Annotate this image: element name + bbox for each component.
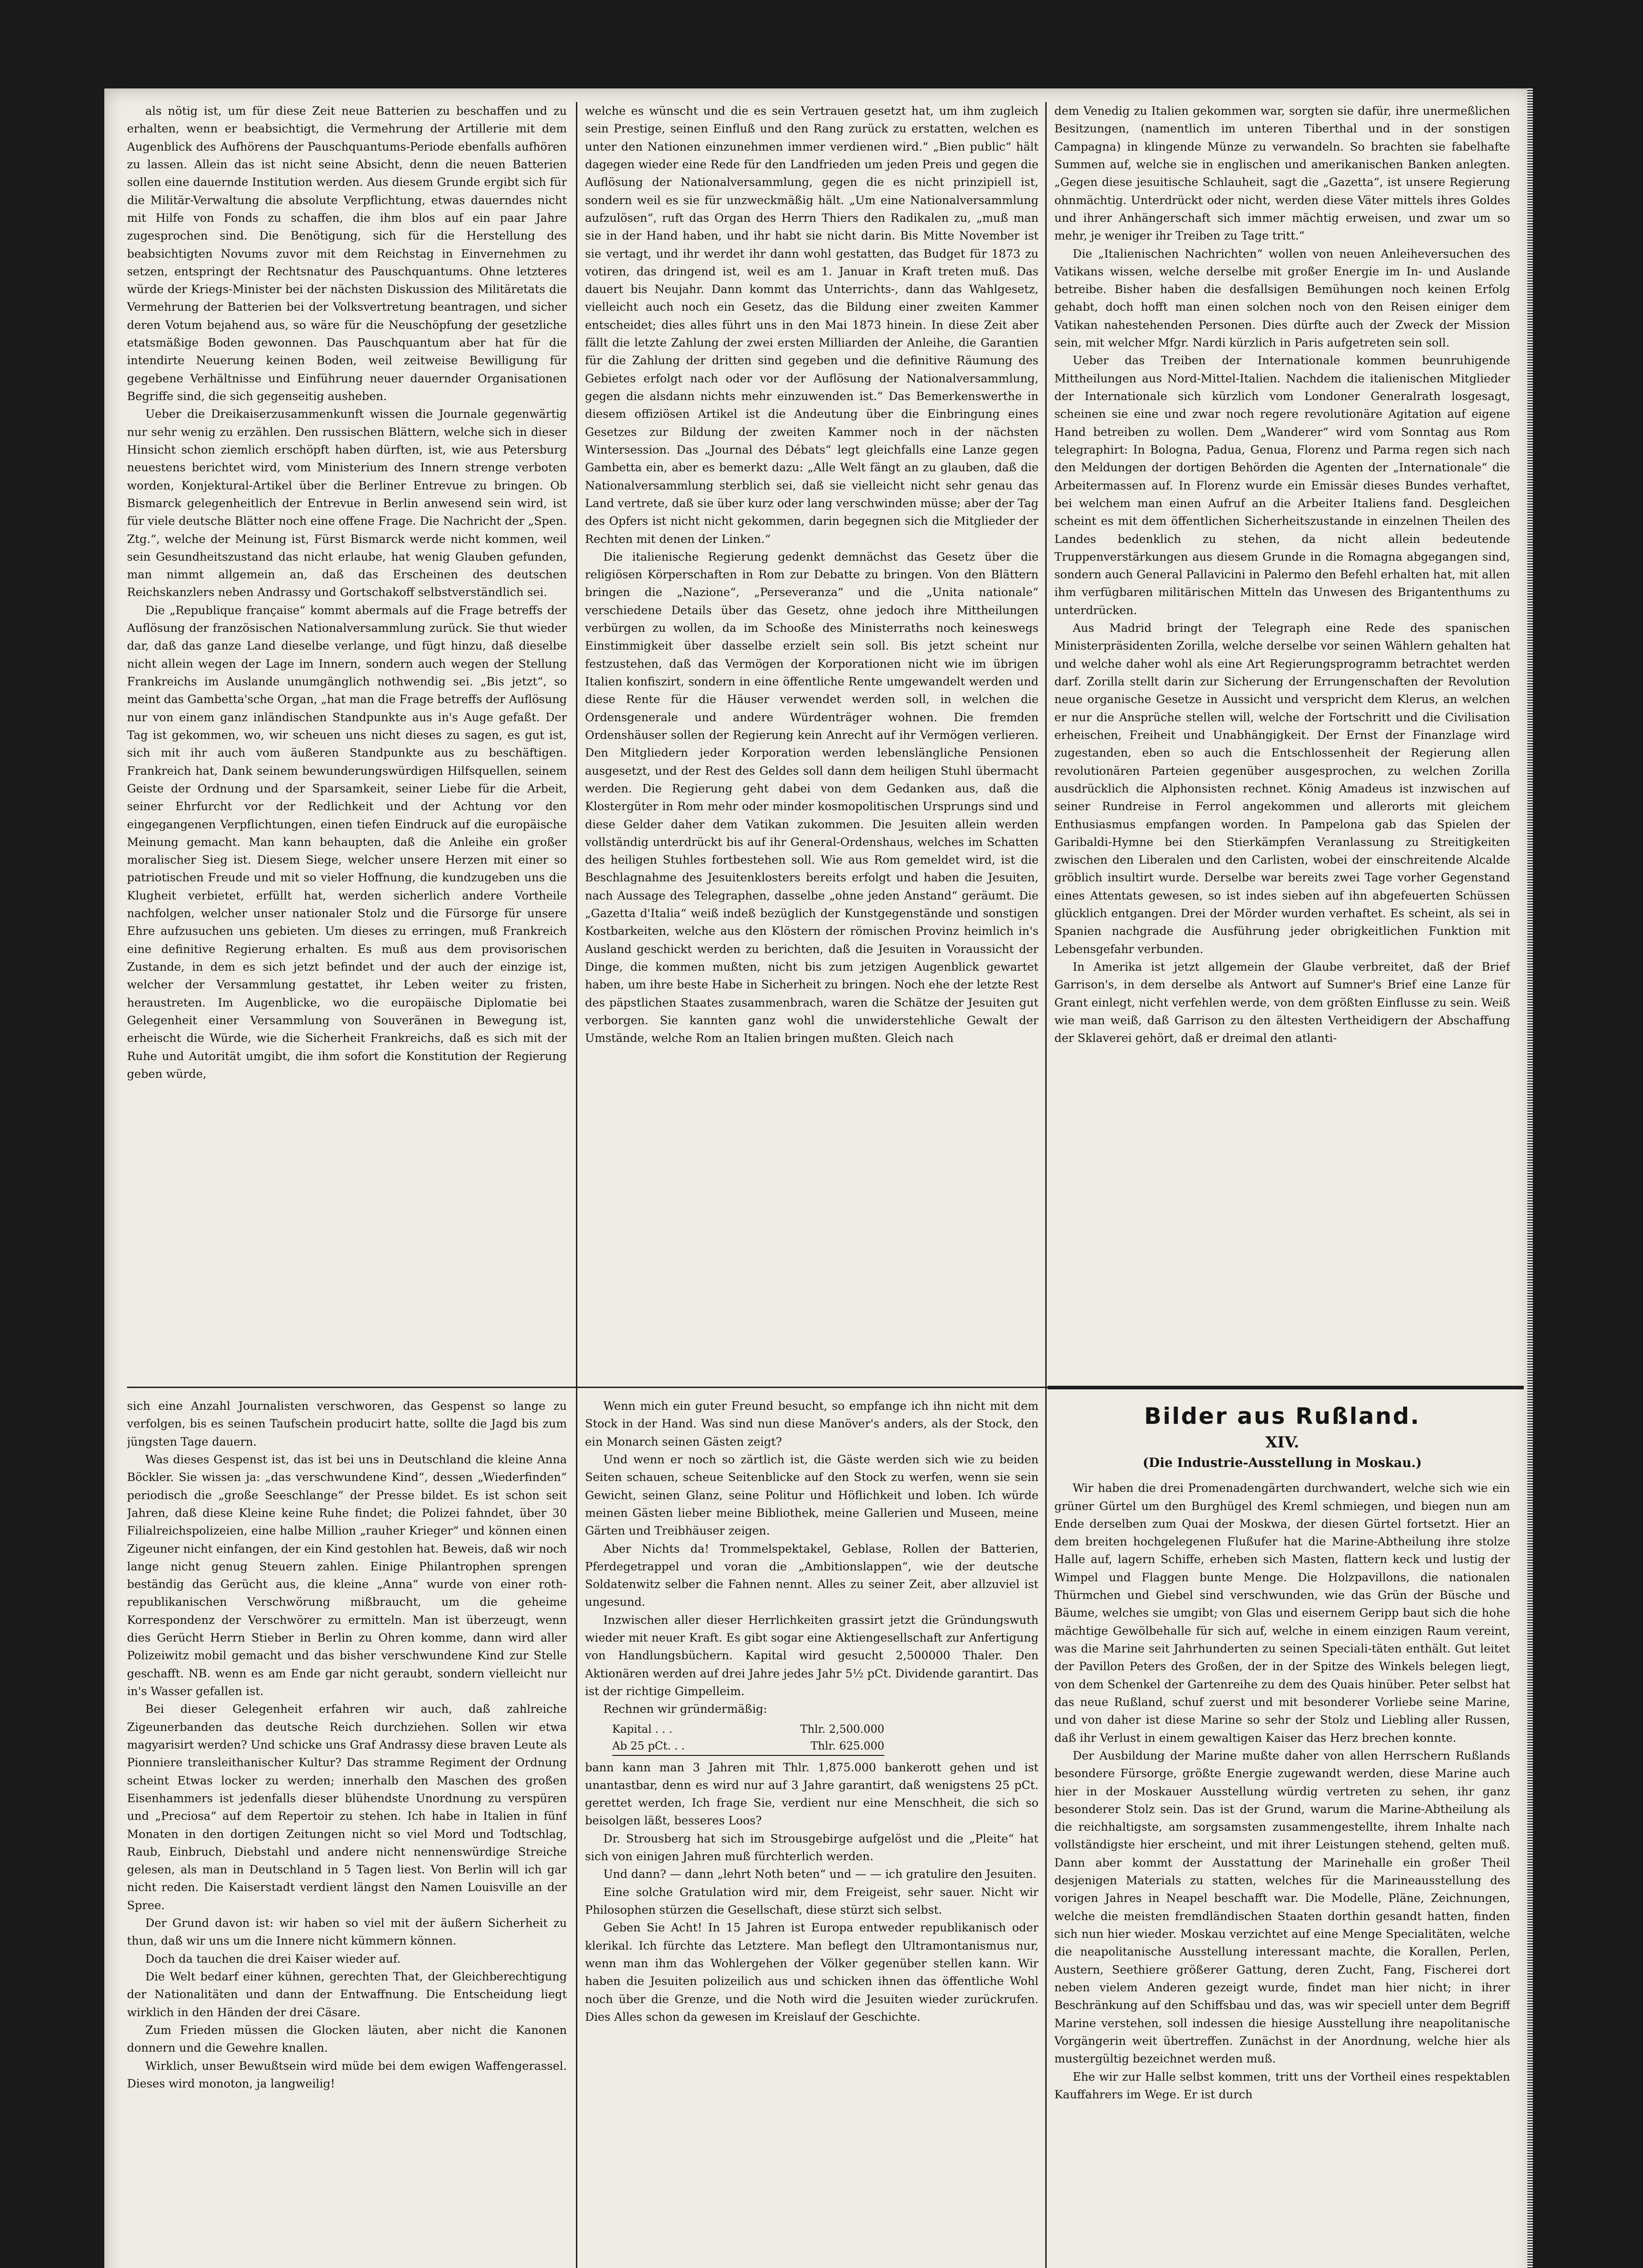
calculation-row: [612, 1721, 884, 1738]
column-3-top: [1054, 102, 1510, 1379]
article-paragraph: Und wenn er noch so zärtlich ist, die Gäste werden sich wie zu beiden Seiten schauen, scheue Seitenblicke auf den Stock zu werfen, wenn sie sein Gewicht, seinen Glanz, seine Politur und Höflichkeit und loben. Ich würde meinen Gästen lieber meine Bibliothek, meine Gallerien und Museen, meine Gärten und Treibhäuser zeigen.: [585, 1452, 1038, 1538]
calculation-label: Kapital . . .: [612, 1722, 673, 1735]
article-paragraph: dem Venedig zu Italien gekommen war, sorgten sie dafür, ihre unermeßlichen Besitzungen, (namentlich im unteren Tiberthal und in der sonstigen Campagna) in klingende Münze zu verwandeln. So brachten sie fabelhafte Summen auf, welche sie in englischen und amerikanischen Banken anlegten. „Gegen diese jesuitische Schlauheit, sagt die „Gazetta“, ist unsere Regierung ohnmächtig. Unterdrückt oder nicht, werden diese Väter mittels ihres Goldes und ihrer Anhängerschaft sich immer mächtig erweisen, und zwar um so mehr, je weniger ihr Treiben zu Tage tritt.“: [1054, 104, 1510, 243]
section-subtitle: (Die Industrie-Ausstellung in Moskau.): [1142, 1455, 1422, 1470]
article-paragraph: Eine solche Gratulation wird mir, dem Freigeist, sehr sauer. Nicht wir Philosophen stürzen die Gesellschaft, diese stürzt sich selbst.: [585, 1885, 1038, 1916]
calculation-label: Ab 25 pCt. . .: [612, 1740, 685, 1753]
section-number: XIV.: [1265, 1433, 1299, 1452]
article-paragraph: In Amerika ist jetzt allgemein der Glaube verbreitet, daß der Brief Garrison's, in dem derselbe als Antwort auf Sumner's Brief eine Lanze für Grant einlegt, nicht verfehlen werde, von dem größten Einflusse zu sein. Weiß wie man weiß, daß Garrison zu den ältesten Vertheidigern der Abschaffung der Sklaverei gehört, daß er dreimal den atlanti-: [1054, 960, 1510, 1045]
feuilleton-separator: [127, 1387, 1048, 1388]
article-paragraph: Geben Sie Acht! In 15 Jahren ist Europa entweder republikanisch oder klerikal. Ich fürchte das Letztere. Man beflegt den Ultramontanismus nur, wenn man ihm das Wohlergehen der Völker gegenüber stellen kann. Wir haben die Jesuiten polizeilich aus und schicken ihnen das öffentliche Wohl noch über die Grenze, und die Noth wird die Jesuiten wieder zurückrufen. Dies Alles schon da gewesen im Kreislauf der Geschichte.: [585, 1921, 1038, 2024]
article-paragraph: Aus Madrid bringt der Telegraph eine Rede des spanischen Ministerpräsidenten Zorilla, welche derselbe vor seinen Wählern gehalten hat und welche daher wohl als eine Art Regierungsprogramm betrachtet werden darf. Zorilla stellt darin zur Sicherung der Errungenschaften der Revolution neue organische Gesetze in Aussicht und verspricht dem Klerus, an welchen er nur die Ansprüche stellen will, welche der Fortschritt und die Civilisation erheischen, Freiheit und Unabhängigkeit. Der Ernst der Finanzlage wird zugestanden, eben so auch die Entschlossenheit der Regierung allen revolutionären Parteien gegenüber ausgesprochen, zu welchen Zorilla ausdrücklich die Alphonsisten rechnet. König Amadeus ist inzwischen auf seiner Rundreise in Ferrol angekommen und allerorts mit gleichem Enthusiasmus empfangen worden. In Pampelona gab das Spielen der Garibaldi-Hymne bei den Stierkämpfen Veranlassung zu Streitigkeiten zwischen den Liberalen und den Carlisten, wobei der einschreitende Alcalde gröblich insultirt wurde. Derselbe war bereits zwei Tage vorher Gegenstand eines Attentats gewesen, so ist indes sieben auf ihn abgefeuerten Schüssen glücklich entgangen. Drei der Mörder wurden verhaftet. Es scheint, als sei in Spanien nachgrade die Ausführung jeder obrigkeitlichen Funktion mit Lebensgefahr verbunden.: [1054, 621, 1510, 956]
article-paragraph: welche es wünscht und die es sein Vertrauen gesetzt hat, um ihm zugleich sein Prestige, seinen Einfluß und den Rang zurück zu erstatten, welchen es unter den Nationen einzunehmen immer verdienen wird.“ „Bien public“ hält dagegen wieder eine Rede für den Landfrieden um jeden Preis und gegen die Auflösung der Nationalversammlung, gegen die es nicht prinzipiell ist, sondern weil es sie für unzweckmäßig hält. „Um eine Nationalversammlung aufzulösen“, ruft das Organ des Herrn Thiers den Radikalen zu, „muß man sie in der Hand haben, und ihr habt sie nicht darin. Bis Mitte November ist sie vertagt, und ihr werdet ihr dann wohl gestatten, das Budget für 1873 zu votiren, das dringend ist, weil es am 1. Januar in Kraft treten muß. Das dauert bis Neujahr. Dann kommt das Unterrichts-, dann das Wahlgesetz, vielleicht auch noch ein Gesetz, das die Bildung einer zweiten Kammer entscheidet; dies alles führt uns in den Mai 1873 hinein. In diese Zeit aber fällt die letzte Zahlung der zwei ersten Milliarden der Anleihe, die Garantien für die Zahlung der dritten sind gegeben und die definitive Räumung des Gebietes erfolgt nach oder vor der Auflösung der Nationalversammlung, gegen die alsdann nichts mehr einzuwenden ist.“ Das Bemerkenswerthe in diesem offiziösen Artikel ist die Andeutung über die Einbringung eines Gesetzes zur Bildung der zweiten Kammer noch in der nächsten Wintersession. Das „Journal des Débats“ legt gleichfalls eine Lanze gegen Gambetta ein, aber es bemerkt dazu: „Alle Welt fängt an zu glauben, daß die Nationalversammlung sterblich sei, daß sie vielleicht nicht sehr genau das Land vertrete, daß sie über kurz oder lang verschwinden müsse; aber der Tag des Opfers ist nicht nicht gekommen, darin begegnen sich die Mitglieder der Rechten mit denen der Linken.“: [585, 104, 1038, 546]
article-paragraph: Der Ausbildung der Marine mußte daher von allen Herrschern Rußlands besondere Fürsorge, größte Energie zugewandt werden, diese Marine auch hier in der Moskauer Ausstellung würdig vertreten zu sehen, ihr ganz besonderer Stolz sein. Das ist der Grund, warum die Marine-Abtheilung als die reichhaltigste, am sorgsamsten zusammengestellte, ihrem Inhalte nach vollständigste hier erscheint, und mit ihrer Leistungen stehend, gelten muß. Dann aber kommt der Ausstattung der Marinehalle ein großer Theil desjenigen Materials zu statten, welches für die Marineausstellung des vorigen Jahres in Neapel beschafft war. Die Modelle, Pläne, Zeichnungen, welche die meisten fremdländischen Staaten dorthin gesandt hatten, finden sich nun hier wieder. Moskau verzichtet auf eine Menge Specialitäten, welche die neapolitanische Ausstellung interessant machte, die Korallen, Perlen, Austern, Seethiere größerer Gattung, deren Zucht, Fang, Fischerei dort neben vielem Anderen gezeigt wurde, findet man hier nicht; in ihrer Beschränkung auf den Schiffsbau und das, was wir speciell unter dem Begriff Marine verstehen, soll indessen die hiesige Ausstellung ihre neapolitanische Vorgängerin weit übertreffen. Zunächst in der Anordnung, welche hier als mustergültig bezeichnet werden muß.: [1054, 1749, 1510, 2066]
article-paragraph: Ehe wir zur Halle selbst kommen, tritt uns der Vortheil eines respektablen Kauffahrers im Wege. Er ist durch: [1054, 2070, 1510, 2101]
article-paragraph: Die Welt bedarf einer kühnen, gerechten That, der Gleichberechtigung der Nationalitäten und dann der Entwaffnung. Die Entscheidung liegt wirklich in den Händen der drei Cäsare.: [127, 1970, 567, 2019]
article-paragraph: Inzwischen aller dieser Herrlichkeiten grassirt jetzt die Gründungswuth wieder mit neuer Kraft. Es gibt sogar eine Aktiengesellschaft zur Anfertigung von Handlungsbüchern. Kapital wird gesucht 2,500000 Thaler. Den Aktionären werden auf drei Jahre jedes Jahr 5½ pCt. Dividende garantirt. Das ist der richtige Gimpelleim.: [585, 1613, 1038, 1698]
article-paragraph: Doch da tauchen die drei Kaiser wieder auf.: [145, 1952, 401, 1965]
calculation-row: [612, 1738, 884, 1755]
calculation-value: Thlr. 2,500.000: [800, 1722, 884, 1735]
article-paragraph: Dr. Strousberg hat sich im Strousgebirge aufgelöst und die „Pleite“ hat sich von einigen Jahren muß fürchterlich werden.: [585, 1832, 1038, 1863]
article-paragraph: Und dann? — dann „lehrt Noth beten“ und — — ich gratulire den Jesuiten.: [603, 1867, 1037, 1881]
column-2-top: [585, 102, 1038, 1379]
article-paragraph: Die italienische Regierung gedenkt demnächst das Gesetz über die religiösen Körperschaften in Rom zur Debatte zu bringen. Von den Blättern bringen die „Nazione“, „Perseveranza“ und die „Unita nationale“ verschiedene Details über das Gesetz, ohne jedoch ihre Mittheilungen verbürgen zu wollen, da im Schooße des Ministerraths noch keineswegs Einstimmigkeit über dasselbe erzielt sein soll. Bis jetzt scheint nur festzustehen, daß das Vermögen der Korporationen nicht wie im übrigen Italien konfiszirt, sondern in eine öffentliche Rente umgewandelt werden und diese Rente für die Häuser verwendet werden soll, in welchen die Ordensgenerale und andere Würdenträger wohnen. Die fremden Ordenshäuser sollen der Regierung kein Anrecht auf ihr Vermögen verlieren. Den Mitgliedern jeder Korporation werden lebenslängliche Pensionen ausgesetzt, und der Rest des Geldes soll dann dem heiligen Stuhl übermacht werden. Die Regierung geht dabei von dem Gedanken aus, daß die Klostergüter in Rom mehr oder minder kosmopolitischen Ursprungs sind und diese Gelder daher dem Vatikan zukommen. Die Jesuiten allein werden vollständig unterdrückt bis auf ihr General-Ordenshaus, welches im Schatten des heiligen Stuhles fortbestehen soll. Wie aus Rom gemeldet wird, ist die Beschlagnahme des Jesuitenklosters bereits erfolgt und haben die Jesuiten, nach Aussage des Telegraphen, dasselbe „ohne jeden Anstand“ geräumt. Die „Gazetta d'Italia“ weiß indeß bezüglich der Kunstgegenstände und sonstigen Kostbarkeiten, welche aus den Klöstern der römischen Provinz heimlich in's Ausland geschickt werden zu berichten, daß die Jesuiten in Voraussicht der Dinge, die kommen mußten, nicht bis zum jetzigen Augenblick gewartet haben, um ihre beste Habe in Sicherheit zu bringen. Noch ehe der letzte Rest des päpstlichen Staates zusammenbrach, waren die Schätze der Jesuiten gut verborgen. Sie kannten ganz wohl die unwiderstehliche Gewalt der Umstände, welche Rom an Italien bringen mußten. Gleich nach: [585, 550, 1038, 1045]
column-rule-2: [1045, 102, 1047, 2268]
article-paragraph: sich eine Anzahl Journalisten verschworen, das Gespenst so lange zu verfolgen, bis es seinen Taufschein producirt hatte, sollte die Jagd bis zum jüngsten Tage dauern.: [127, 1399, 567, 1448]
article-paragraph: Ueber die Dreikaiserzusammenkunft wissen die Journale gegenwärtig nur sehr wenig zu erzählen. Den russischen Blättern, welche sich in dieser Hinsicht schon ziemlich erschöpft haben dürften, ist, wie aus Petersburg neuestens berichtet wird, vom Ministerium des Innern strenge verboten worden, Konjektural-Artikel über die Berliner Entrevue zu bringen. Ob Bismarck gelegenheitlich der Entrevue in Berlin anwesend sein wird, ist für viele deutsche Blätter noch eine offene Frage. Die Nachricht der „Spen. Ztg.“, welche der Meinung ist, Fürst Bismarck werde nicht kommen, weil sein Gesundheitszustand das nicht erlaube, hat wenig Glauben gefunden, man nimmt allgemein an, daß das Erscheinen des deutschen Reichskanzlers neben Andrassy und Gortschakoff selbstverständlich sei.: [127, 407, 567, 599]
newspaper-page: [104, 88, 1533, 2268]
article-paragraph: Rechnen wir gründermäßig:: [603, 1702, 767, 1716]
article-paragraph: Wir haben die drei Promenadengärten durchwandert, welche sich wie ein grüner Gürtel um den Burghügel des Kreml schmiegen, und biegen nun am Ende derselben zum Quai der Moskwa, der diesen Gürtel fortsetzt. Hier an dem breiten hochgelegenen Flußufer hat die Marine-Abtheilung ihre stolze Halle auf, lagern Schiffe, erheben sich Masten, flattern keck und lustig der Wimpel und Flaggen bunte Menge. Die Holzpavillons, die nationalen Thürmchen und Giebel sind verschwunden, wie das Grün der Büsche und Bäume, welches sie umgibt; von Glas und eisernem Geripp baut sich die hohe mächtige Gewölbehalle für sich auf, welche in einem einzigen Raum vereint, was die Marine seit Jahrhunderten zu seinen Speciali-täten enthält. Gut leitet der Pavillon Peters des Großen, der in der Spitze des Winkels belegen liegt, von dem Schenkel der Gartenreihe zu dem des Quais hinüber. Peter selbst hat das neue Rußland, schuf zuerst und mit besonderer Vorliebe seine Marine, und von daher ist diese Marine so sehr der Stolz und Liebling aller Russen, daß ihr Verlust in einem gewaltigen Kaiser das Herz brechen konnte.: [1054, 1481, 1510, 1745]
article-paragraph: bann kann man 3 Jahren mit Thlr. 1,875.000 bankerott gehen und ist unantastbar, denn es wird nur auf 3 Jahre garantirt, daß wenigstens 25 pCt. gerettet werden, Ich frage Sie, verdient nur eine Menschheit, die sich so beisolgen läßt, besseres Loos?: [585, 1760, 1038, 1828]
article-paragraph: Wirklich, unser Bewußtsein wird müde bei dem ewigen Waffengerassel. Dieses wird monoton, ja langweilig!: [127, 2059, 567, 2090]
feuilleton-column-3: [1054, 1397, 1510, 2268]
section-title: Bilder aus Rußland.: [1144, 1403, 1420, 1429]
calculation-value: Thlr. 625.000: [810, 1740, 884, 1753]
feuilleton-separator-right: [1048, 1386, 1524, 1389]
article-paragraph: Was dieses Gespenst ist, das ist bei uns in Deutschland die kleine Anna Böckler. Sie wissen ja: „das verschwundene Kind“, dessen „Wiederfinden“ periodisch die „große Seeschlange“ der Presse bildet. Es ist schon seit Jahren, daß diese Kleine keine Ruhe findet; die Polizei fahndet, über 30 Filialreichspolizeien, eine halbe Million „rauher Krieger“ und können einen Zigeuner nicht einfangen, der ein Kind gestohlen hat. Beweis, daß wir noch lange nicht genug Steuern zahlen. Einige Philantrophen sprengen beständig das Gerücht aus, die kleine „Anna“ wurde von einer roth-republikanischen Verschwörung mißbraucht, um die geheime Korrespondenz der Verschwörer zu ermitteln. Man ist überzeugt, wenn dies Gerücht Herrn Stieber in Berlin zu Ohren komme, dann wird aller Polizeiwitz mobil gemacht und das bisher verschwundene Kind zur Stelle geschafft. NB. wenn es am Ende gar nicht geraubt, sondern vielleicht nur in's Wasser gefallen ist.: [127, 1452, 567, 1698]
article-paragraph: Bei dieser Gelegenheit erfahren wir auch, daß zahlreiche Zigeunerbanden das deutsche Reich durchziehen. Sollen wir etwa magyarisirt werden? Und schicke uns Graf Andrassy diese braven Leute als Pionniere transleithanischer Kultur? Das stramme Regiment der Ordnung scheint Etwas locker zu werden; innerhalb den Maschen des großen Eisenhammers ist jedenfalls dieser blühendste Unordnung zu verspüren und „Preciosa“ auf dem Repertoir zu stehen. Ich habe in Italien in fünf Monaten in den dortigen Zeitungen nicht so viel Mord und Todtschlag, Raub, Einbruch, Diebstahl und andere nicht nennenswürdige Streiche gelesen, als man in Deutschland in 5 Tagen liest. Von Berlin will ich gar nicht reden. Die Kaiserstadt verdient längst den Namen Louisville an der Spree.: [127, 1702, 567, 1912]
article-paragraph: Aber Nichts da! Trommelspektakel, Geblase, Rollen der Batterien, Pferdegetrappel und voran die „Ambitionslappen“, wie der deutsche Soldatenwitz selber die Fahnen nennt. Alles zu seiner Zeit, aber allzuviel ist ungesund.: [585, 1542, 1038, 1609]
article-paragraph: Die „Italienischen Nachrichten“ wollen von neuen Anleiheversuchen des Vatikans wissen, welche derselbe mit großer Energie im In- und Auslande betreibe. Bisher haben die desfallsigen Bemühungen noch keinen Erfolg gehabt, doch hofft man einen solchen noch von den Reisen einiger dem Vatikan nahestehenden Personen. Dies dürfte auch der Zweck der Mission sein, mit welcher Mfgr. Nardi kürzlich in Paris aufgetreten sein soll.: [1054, 247, 1510, 350]
feuilleton-column-2: [585, 1397, 1038, 2268]
article-paragraph: Wenn mich ein guter Freund besucht, so empfange ich ihn nicht mit dem Stock in der Hand. Was sind nun diese Manöver's anders, als der Stock, den ein Monarch seinen Gästen zeigt?: [585, 1399, 1038, 1448]
feuilleton-column-1: [127, 1397, 567, 2268]
article-paragraph: als nötig ist, um für diese Zeit neue Batterien zu beschaffen und zu erhalten, wenn er beabsichtigt, die Vermehrung der Artillerie mit dem Augenblick des Aufhörens der Pauschquantums-Periode ebenfalls aufhören zu lassen. Allein das ist nicht seine Absicht, denn die neuen Batterien sollen eine dauernde Institution werden. Aus diesem Grunde ergibt sich für die Militär-Verwaltung die absolute Verpflichtung, etwas dauerndes nicht mit Hilfe von Fonds zu schaffen, die ihm blos auf ein paar Jahre zugesprochen sind. Die Benötigung, sich für die Herstellung des beabsichtigten Novums zuvor mit dem Reichstag in Einvernehmen zu setzen, entspringt der Rechtsnatur des Pauschquantums. Ohne letzteres würde der Kriegs-Minister bei der nächsten Diskussion des Militäretats die Vermehrung der Batterien bei der Volksvertretung beantragen, und sicher deren Votum bejahend aus, so wäre für die Neuschöpfung der gesetzliche etatsmäßige Boden gewonnen. Das Pauschquantum aber hat für die intendirte Neuerung keinen Boden, weil zeitweise Bewilligung für gegebene Verhältnisse und Einführung neuer dauernder Organisationen Begriffe sind, die sich gegenseitig ausheben.: [127, 104, 567, 403]
article-paragraph: Der Grund davon ist: wir haben so viel mit der äußern Sicherheit zu thun, daß wir uns um die Innere nicht kümmern können.: [127, 1916, 567, 1948]
article-paragraph: Die „Republique française“ kommt abermals auf die Frage betreffs der Auflösung der französischen Nationalversammlung zurück. Sie thut wieder dar, daß das ganze Land dieselbe verlange, und fügt hinzu, daß dieselbe nicht allein wegen der Lage im Innern, sondern auch wegen der Stellung Frankreichs im Auslande unumgänglich nothwendig sei. „Bis jetzt“, so meint das Gambetta'sche Organ, „hat man die Frage betreffs der Auflösung nur von einem ganz inländischen Standpunkte aus in's Auge gefaßt. Der Tag ist gekommen, wo, wir scheuen uns nicht dieses zu sagen, es gut ist, sich mit ihr auch vom äußeren Standpunkte aus zu beschäftigen. Frankreich hat, Dank seinem bewunderungswürdigen Hilfsquellen, seinem Geiste der Ordnung und der Sparsamkeit, seiner Liebe für die Arbeit, seiner Ehrfurcht vor der Redlichkeit und der Achtung vor den eingegangenen Verpflichtungen, einen tiefen Eindruck auf die europäische Meinung gemacht. Man kann behaupten, daß die Anleihe ein großer moralischer Sieg ist. Diesem Siege, welcher unsere Herzen mit einer so patriotischen Freude und mit so vieler Hoffnung, die kundzugeben uns die Klugheit verbietet, erfüllt hat, werden sicherlich andere Vortheile nachfolgen, welcher unser nationaler Stolz und die Fürsorge für unsere Ehre aufzusuchen uns gebieten. Um dieses zu erringen, muß Frankreich eine definitive Regierung erhalten. Es muß aus dem provisorischen Zustande, in dem es sich jetzt befindet und der auch der einzige ist, welcher der Versammlung gestattet, ihr Leben weiter zu fristen, heraustreten. Im Augenblicke, wo die europäische Diplomatie bei Gelegenheit einer Versammlung von Souveränen in Bewegung ist, erheischt die Würde, wie die Sicherheit Frankreichs, daß es sich mit der Ruhe und Autorität umgibt, die ihm sofort die Konstitution der Regierung geben würde,: [127, 603, 567, 1080]
calculation-table: [612, 1721, 1038, 1756]
article-paragraph: Ueber das Treiben der Internationale kommen beunruhigende Mittheilungen aus Nord-Mittel-Italien. Nachdem die italienischen Mitglieder der Internationale sich kürzlich vom Londoner Generalrath losgesagt, scheinen sie eine und zwar noch regere revolutionäre Agitation auf eigene Hand betreiben zu wollen. Dem „Wanderer“ wird vom Sonntag aus Rom telegraphirt: In Bologna, Padua, Genua, Florenz und Parma regen sich nach den Meldungen der dortigen Behörden die Agenten der „Internationale“ die Arbeitermassen auf. In Florenz wurde ein Emissär dieses Bundes verhaftet, bei welchem man einen Aufruf an die Arbeiter Italiens fand. Desgleichen scheint es mit dem öffentlichen Sicherheitszustande in einzelnen Theilen des Landes bedenklich zu stehen, da nicht allein bedeutende Truppenverstärkungen aus diesem Grunde in die Romagna abgegangen sind, sondern auch General Pallavicini in Palermo den Befehl erhalten hat, mit allen ihm verfügbaren militärischen Mitteln das Unwesen des Brigantenthums zu unterdrücken.: [1054, 354, 1510, 617]
column-1-top: [127, 102, 567, 1379]
column-rule-1: [576, 102, 577, 2268]
article-paragraph: Zum Frieden müssen die Glocken läuten, aber nicht die Kanonen donnern und die Gewehre knallen.: [127, 2023, 567, 2055]
page-edge: [1527, 88, 1533, 2268]
